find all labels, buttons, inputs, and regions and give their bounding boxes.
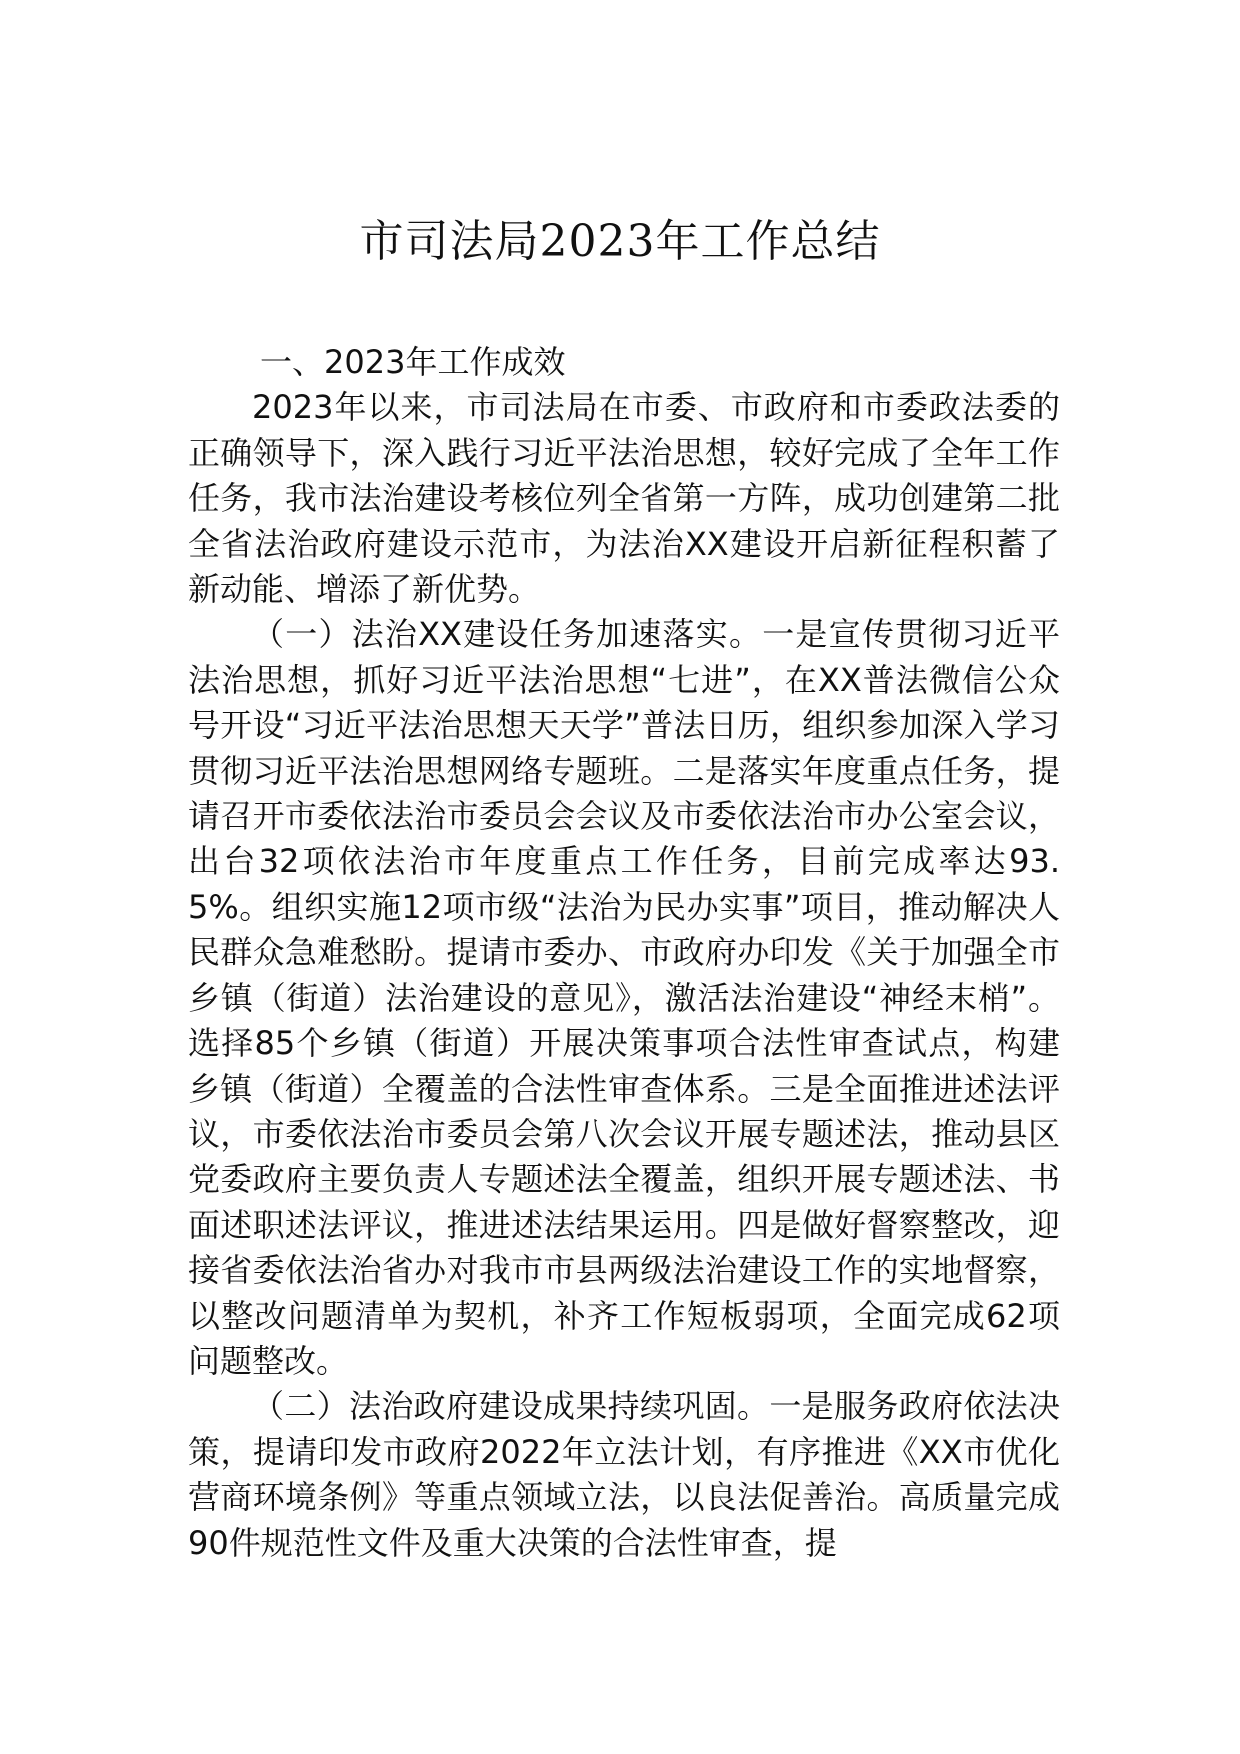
paragraph-section-1: （一）法治XX建设任务加速落实。一是宣传贯彻习近平法治思想，抓好习近平法治思想“七进”，在XX普法微信公众号开设“习近平法治思想天天学”普法日历，组织参加深入学习贯彻习近平法治思想网络专题班。二是落实年度重点任务，提请召开市委依法治市委员会会议及市委依法治市办公室会议，出台32项依法治市年度重点工作任务，目前完成率达93.5%。组织实施12项市级“法治为民办实事”项目，推动解决人民群众急难愁盼。提请市委办、市政府办印发《关于加强全市乡镇（街道）法治建设的意见》，激活法治建设“神经末梢”。选择85个乡镇（街道）开展决策事项合法性审查试点，构建乡镇（街道）全覆盖的合法性审查体系。三是全面推进述法评议，市委依法治市委员会第八次会议开展专题述法，推动县区党委政府主要负责人专题述法全覆盖，组织开展专题述法、书面述职述法评议，推进述法结果运用。四是做好督察整改，迎接省委依法治省办对我市市县两级法治建设工作的实地督察，以整改问题清单为契机，补齐工作短板弱项，全面完成62项问题整改。 [188, 615, 1060, 1380]
paragraph-intro: 2023年以来，市司法局在市委、市政府和市委政法委的正确领导下，深入践行习近平法治思想，较好完成了全年工作任务，我市法治建设考核位列全省第一方阵，成功创建第二批全省法治政府建设示范市，为法治XX建设开启新征程积蓄了新动能、增添了新优势。 [188, 388, 1060, 609]
document-body [188, 340, 1060, 1566]
document-title: 市司法局2023年工作总结 [359, 216, 881, 267]
section-heading: 一、2023年工作成效 [260, 343, 566, 381]
paragraph-section-2: （二）法治政府建设成果持续巩固。一是服务政府依法决策，提请印发市政府2022年立法计划，有序推进《XX市优化营商环境条例》等重点领域立法，以良法促善治。高质量完成90件规范性文件及重大决策的合法性审查，提 [188, 1387, 1060, 1562]
